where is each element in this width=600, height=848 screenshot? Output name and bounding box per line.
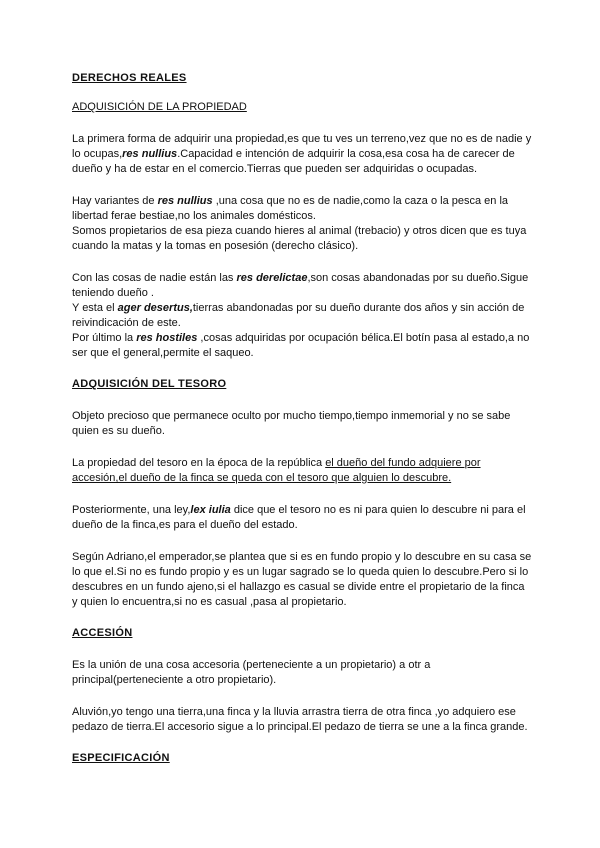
section-heading-adquisicion-tesoro: ADQUISICIÓN DEL TESORO (72, 378, 227, 390)
paragraph (72, 503, 532, 533)
paragraph: Según Adriano,el emperador,se plantea que si es en fundo propio y lo descubre en su casa se lo que el.Si no es fundo propio y es un lugar sagrado se lo queda quien lo descubre.Pero si lo descubres en un fundo ajeno,si el hallazgo es casual se divide entre el propietario de la finca y quien lo encuentra,si no es casual ,pasa al propietario. (72, 551, 532, 608)
latin-term: res nullius (157, 195, 213, 207)
text: dice que el tesoro no es ni para quien lo descubre ni para el dueño de la finca,es para el dueño del estado. (72, 504, 526, 531)
paragraph (72, 301, 532, 331)
text: Hay variantes de (72, 195, 158, 207)
text: ,son cosas abandonadas por su dueño.Sigue teniendo dueño . (72, 272, 529, 299)
paragraph (72, 456, 532, 486)
section-heading-accesion: ACCESIÓN (72, 627, 133, 639)
paragraph (72, 132, 532, 177)
text: ,una cosa que no es de nadie,como la caza o la pesca en la libertad ferae bestiae,no los animales domésticos. (72, 195, 509, 222)
text: Posteriormente, una ley, (72, 504, 191, 516)
paragraph: Somos propietarios de esa pieza cuando hieres al animal (trebacio) y otros dicen que es tuya cuando la matas y la tomas en posesión (derecho clásico). (72, 225, 527, 252)
text: ,cosas adquiridas por ocupación bélica.El botín pasa al estado,a no ser que el general,permite el saqueo. (72, 332, 530, 359)
latin-term: ager desertus, (117, 302, 193, 314)
underlined-text: el dueño del fundo adquiere por accesión,el dueño de la finca se queda con el tesoro que alguien lo descubre. (72, 457, 481, 484)
paragraph (72, 331, 532, 361)
text: La propiedad del tesoro en la época de la república (72, 457, 326, 469)
text: Por último la (72, 332, 137, 344)
section-heading-adquisicion-propiedad: ADQUISICIÓN DE LA PROPIEDAD (72, 101, 247, 113)
paragraph: Es la unión de una cosa accesoria (perteneciente a un propietario) a otr a principal(perteneciente a otro propietario). (72, 659, 431, 686)
latin-term: lex iulia (190, 504, 231, 516)
paragraph (72, 271, 532, 301)
document-body (72, 71, 532, 766)
document-title: DERECHOS REALES (72, 72, 187, 84)
text: .Capacidad e intención de adquirir la cosa,esa cosa ha de carecer de dueño y ha de estar en el comercio.Tierras que pueden ser adquiridas o ocupadas. (72, 148, 515, 175)
paragraph: Aluvión,yo tengo una tierra,una finca y la lluvia arrastra tierra de otra finca ,yo adquiero ese pedazo de tierra.El accesorio sigue a lo principal.El pedazo de tierra se une a la finca grande. (72, 706, 528, 733)
text: Con las cosas de nadie están las (72, 272, 237, 284)
paragraph (72, 194, 532, 224)
latin-term: res derelictae (236, 272, 308, 284)
paragraph: Objeto precioso que permanece oculto por mucho tiempo,tiempo inmemorial y no se sabe quien es su dueño. (72, 410, 511, 437)
text: La primera forma de adquirir una propiedad,es que tu ves un terreno,vez que no es de nadie y lo ocupas, (72, 133, 532, 160)
latin-term: res hostiles (136, 332, 198, 344)
text: tierras abandonadas por su dueño durante dos años y sin acción de reivindicación de este. (72, 302, 525, 329)
latin-term: res nullius (122, 148, 178, 160)
text: Y esta el (72, 302, 118, 314)
section-heading-especificacion: ESPECIFICACIÓN (72, 752, 170, 764)
